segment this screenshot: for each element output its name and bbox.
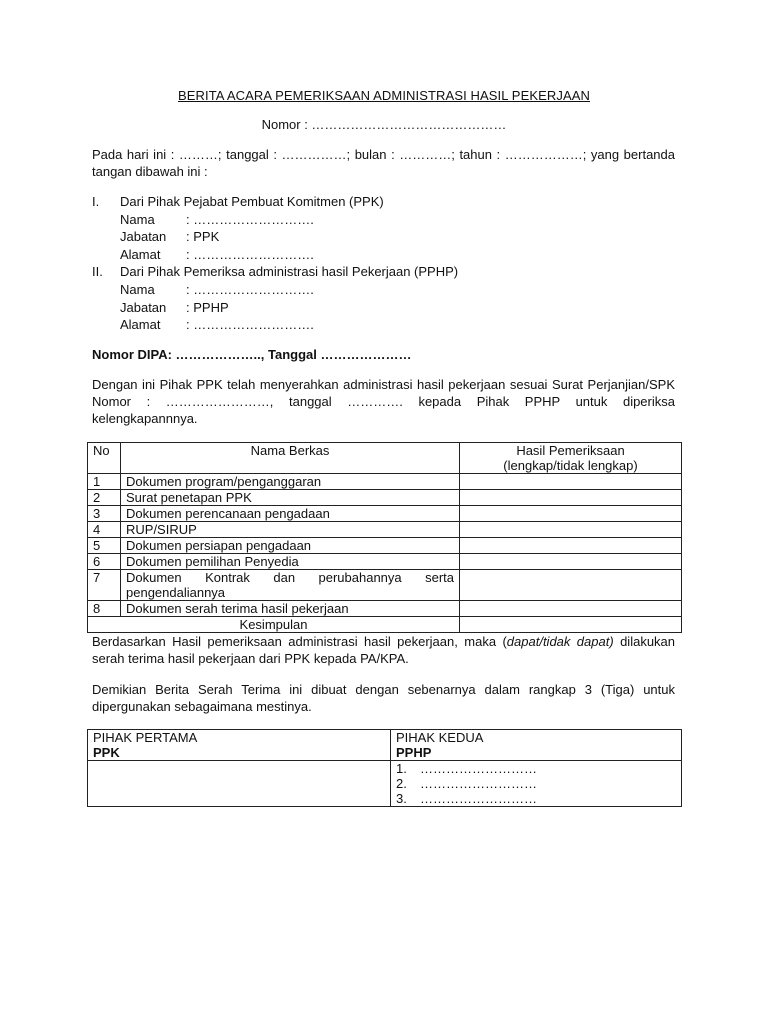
row-hasil[interactable] [460, 601, 682, 617]
signatory-item [396, 776, 676, 791]
row-no: 8 [88, 601, 121, 617]
field-label: Jabatan [120, 229, 167, 245]
party-heading [92, 193, 682, 211]
pihak-pertama-cell [88, 730, 391, 761]
row-hasil[interactable] [460, 490, 682, 506]
handover-paragraph: Dengan ini Pihak PPK telah menyerahkan administrasi hasil pekerjaan sesuai Surat Perjanjian/SPK Nomor : ……………………, tanggal …………. kepada Pihak PPHP untuk diperiksa kelengkapannnya. [92, 377, 675, 426]
signatory-number: 2. [396, 776, 407, 791]
signatory-dots: ……………………… [420, 761, 537, 776]
party-field [92, 281, 682, 299]
pphp-signature-list [391, 761, 682, 807]
signatory-item [396, 761, 676, 776]
conclusion-option: dapat/tidak dapat) [506, 634, 614, 649]
row-hasil[interactable] [460, 538, 682, 554]
table-row [88, 538, 682, 554]
signatory-dots: ……………………… [420, 776, 537, 791]
field-value: : PPHP [186, 299, 229, 315]
table-row [88, 490, 682, 506]
row-no: 5 [88, 538, 121, 554]
parties-section [92, 193, 682, 334]
row-no: 7 [88, 570, 121, 601]
party-heading [92, 263, 682, 281]
signature-body-row [88, 761, 682, 807]
header-nama-berkas: Nama Berkas [121, 443, 460, 474]
table-header-row [88, 443, 682, 474]
signature-table [87, 729, 682, 807]
pihak-kedua-label: PIHAK KEDUA [396, 730, 484, 745]
field-label: Alamat [120, 317, 161, 333]
row-hasil[interactable] [460, 570, 682, 601]
row-nama: Dokumen serah terima hasil pekerjaan [121, 601, 460, 617]
conclusion-paragraph [92, 633, 675, 667]
field-value: : ………………………. [186, 317, 314, 333]
row-no: 1 [88, 474, 121, 490]
kesimpulan-row [88, 617, 682, 633]
table-row [88, 474, 682, 490]
party-title: Dari Pihak Pejabat Pembuat Komitmen (PPK) [120, 194, 384, 209]
table-row [88, 506, 682, 522]
closing-paragraph: Demikian Berita Serah Terima ini dibuat dengan sebenarnya dalam rangkap 3 (Tiga) untuk dipergunakan sebagaimana mestinya. [92, 682, 675, 714]
table-row [88, 554, 682, 570]
party-field [92, 246, 682, 264]
kesimpulan-label: Kesimpulan [88, 617, 460, 633]
table-row [88, 570, 682, 601]
field-label: Jabatan [120, 299, 167, 315]
intro-paragraph: Pada hari ini : ………; tanggal : ……………; bulan : …………; tahun : ………………; yang bertanda tangan dibawah ini : [92, 147, 675, 179]
kesimpulan-value[interactable] [460, 617, 682, 633]
field-value: : ………………………. [186, 246, 314, 262]
row-nama: Surat penetapan PPK [121, 490, 460, 506]
party-roman: I. [92, 194, 100, 209]
pihak-kedua-role: PPHP [396, 745, 432, 760]
row-hasil[interactable] [460, 474, 682, 490]
conclusion-text-end: dilakukan serah terima hasil pekerjaan dari PPK kepada PA/KPA. [92, 634, 676, 666]
field-label: Nama [120, 211, 155, 227]
row-nama: Dokumen Kontrak dan perubahannya serta pengendaliannya [121, 570, 460, 601]
header-hasil [460, 443, 682, 474]
field-label: Nama [120, 281, 155, 297]
row-nama: Dokumen program/penganggaran [121, 474, 460, 490]
row-nama: Dokumen pemilihan Penyedia [121, 554, 460, 570]
ppk-signature-space[interactable] [88, 761, 391, 807]
party-field [92, 228, 682, 246]
field-label: Alamat [120, 246, 161, 262]
dipa-line: Nomor DIPA: ……………….., Tanggal ………………… [92, 347, 412, 362]
signature-header-row [88, 730, 682, 761]
field-value: : PPK [186, 229, 220, 245]
row-no: 3 [88, 506, 121, 522]
signatory-number: 1. [396, 761, 407, 776]
field-value: : ………………………. [186, 281, 314, 297]
row-hasil[interactable] [460, 522, 682, 538]
party-title: Dari Pihak Pemeriksa administrasi hasil Pekerjaan (PPHP) [120, 264, 459, 280]
signatory-item [396, 791, 676, 806]
row-nama: Dokumen persiapan pengadaan [121, 538, 460, 554]
party-roman: II. [92, 264, 103, 280]
pihak-pertama-role: PPK [93, 745, 120, 760]
document-title: BERITA ACARA PEMERIKSAAN ADMINISTRASI HASIL PEKERJAAN [177, 88, 591, 103]
pihak-kedua-cell [391, 730, 682, 761]
row-no: 2 [88, 490, 121, 506]
header-hasil-line2: (lengkap/tidak lengkap) [503, 458, 638, 473]
party-field [92, 299, 682, 317]
header-hasil-line1: Hasil Pemeriksaan [516, 443, 625, 458]
row-nama: RUP/SIRUP [121, 522, 460, 538]
table-row [88, 601, 682, 617]
conclusion-text-start: Berdasarkan Hasil pemeriksaan administrasi hasil pekerjaan, maka ( [92, 634, 507, 649]
row-hasil[interactable] [460, 554, 682, 570]
party-field [92, 316, 682, 334]
field-value: : ………………………. [186, 211, 314, 227]
row-hasil[interactable] [460, 506, 682, 522]
signatory-dots: ……………………… [420, 791, 537, 806]
document-check-table [87, 442, 682, 633]
pihak-pertama-label: PIHAK PERTAMA [93, 730, 198, 745]
header-no: No [88, 443, 121, 474]
document-number: Nomor : ……………………………………… [261, 117, 507, 132]
table-row [88, 522, 682, 538]
signatory-number: 3. [396, 791, 407, 806]
row-nama: Dokumen perencanaan pengadaan [121, 506, 460, 522]
row-no: 4 [88, 522, 121, 538]
party-field [92, 211, 682, 229]
row-no: 6 [88, 554, 121, 570]
